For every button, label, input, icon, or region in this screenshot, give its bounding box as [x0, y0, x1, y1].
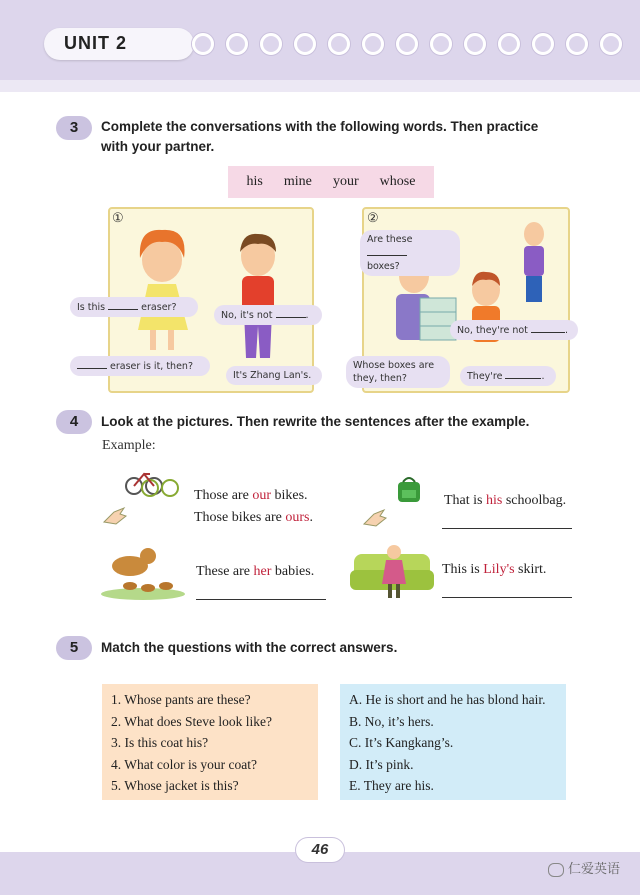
section-number-4: 4: [56, 410, 92, 434]
puppy-icon: [159, 582, 173, 590]
answer-item: D. It’s pink.: [349, 756, 414, 772]
example-sentence-1-rewrite: Those bikes are ours.: [194, 510, 313, 525]
questions-box: [102, 684, 318, 800]
ring-icon: [396, 33, 418, 55]
panel-1-bubble-4: It's Zhang Lan's.: [226, 366, 322, 385]
section-3-title-line2: with your partner.: [101, 139, 215, 154]
word-his: his: [246, 174, 263, 189]
ring-icon: [294, 33, 316, 55]
panel-1-number: ①: [112, 210, 124, 225]
ring-icon: [600, 33, 622, 55]
pointing-hand-icon: [362, 506, 388, 528]
question-item: 4. What color is your coat?: [111, 756, 257, 772]
panel-1-bubble-1: Is this eraser?: [70, 297, 198, 317]
dog-head: [140, 548, 156, 564]
dogs-illustration: [100, 544, 186, 600]
answer-item: B. No, it’s hers.: [349, 713, 434, 729]
panel-2-number: ②: [367, 210, 379, 225]
ring-icon: [362, 33, 384, 55]
answers-box: [340, 684, 566, 800]
ring-icon: [430, 33, 452, 55]
sentence-3: These are her babies.: [196, 564, 315, 579]
panel-2-bubble-3: Whose boxes are they, then?: [346, 356, 450, 388]
puppy-icon: [141, 584, 155, 592]
panel-1-bubble-2: No, it's not .: [214, 305, 322, 325]
page-number: 46: [296, 838, 344, 862]
unit-title: UNIT 2: [64, 33, 128, 53]
ring-icon: [192, 33, 214, 55]
question-item: 2. What does Steve look like?: [111, 713, 272, 729]
girl-leg: [150, 330, 156, 350]
sentence-2: That is his schoolbag.: [444, 493, 567, 508]
answer-item: C. It’s Kangkang’s.: [349, 735, 454, 750]
ring-icon: [260, 33, 282, 55]
girl-sofa-illustration: [350, 540, 434, 602]
ring-icon: [566, 33, 588, 55]
word-box: [228, 166, 434, 198]
box-icon: [420, 298, 456, 312]
example-label: Example:: [102, 438, 156, 453]
section-5-title: Match the questions with the correct answers.: [101, 640, 398, 655]
answer-line-3: [196, 599, 326, 600]
brand-watermark: 仁爱英语: [548, 858, 620, 877]
panel-1-bubble-3: eraser is it, then?: [70, 356, 210, 376]
section-number-3: 3: [56, 116, 92, 140]
answer-blank: [367, 246, 407, 256]
word-your: your: [332, 174, 359, 189]
puppy-icon: [123, 582, 137, 590]
decorative-rings: [192, 28, 622, 60]
word-mine: mine: [283, 174, 312, 189]
section-4-title: Look at the pictures. Then rewrite the sentences after the example.: [101, 414, 530, 429]
answer-line-2: [442, 528, 572, 529]
pointing-hand-icon: [102, 504, 128, 526]
question-item: 3. Is this coat his?: [111, 735, 209, 750]
answer-blank: [531, 323, 565, 333]
section-3-title: [101, 117, 601, 157]
ring-icon: [532, 33, 554, 55]
answer-blank: [77, 359, 107, 369]
boy-head: [524, 222, 544, 246]
header-subband: [0, 80, 640, 92]
answer-item: A. He is short and he has blond hair.: [349, 692, 546, 707]
girl-skirt: [382, 560, 406, 584]
answer-line-4: [442, 597, 572, 598]
panel-2-bubble-1: Are these boxes?: [360, 230, 460, 276]
girl-head: [387, 545, 401, 559]
panel-2-bubble-4: They're .: [460, 366, 556, 386]
wheel-icon: [162, 480, 178, 496]
bikes-illustration: [124, 466, 180, 498]
answer-blank: [505, 369, 541, 379]
section-number-5: 5: [56, 636, 92, 660]
answer-blank: [108, 300, 138, 310]
answer-item: E. They are his.: [349, 778, 434, 793]
question-item: 1. Whose pants are these?: [111, 692, 251, 707]
panel-2-bubble-2: No, they're not .: [450, 320, 578, 340]
question-item: 5. Whose jacket is this?: [111, 778, 239, 793]
ring-icon: [498, 33, 520, 55]
boy-shirt: [524, 246, 544, 276]
schoolbag-illustration: [394, 476, 424, 504]
example-sentence-1: Those are our bikes.: [194, 488, 308, 503]
ring-icon: [464, 33, 486, 55]
ring-icon: [328, 33, 350, 55]
word-whose: whose: [379, 174, 416, 189]
wechat-icon: [548, 863, 564, 877]
children-illustration-1: [130, 218, 290, 368]
boy-pants: [526, 276, 542, 302]
section-3-title-line1: Complete the conversations with the following words. Then practice: [101, 119, 539, 134]
answer-blank: [276, 308, 306, 318]
ring-icon: [226, 33, 248, 55]
girl-leg: [168, 330, 174, 350]
sentence-4: This is Lily's skirt.: [442, 562, 547, 577]
